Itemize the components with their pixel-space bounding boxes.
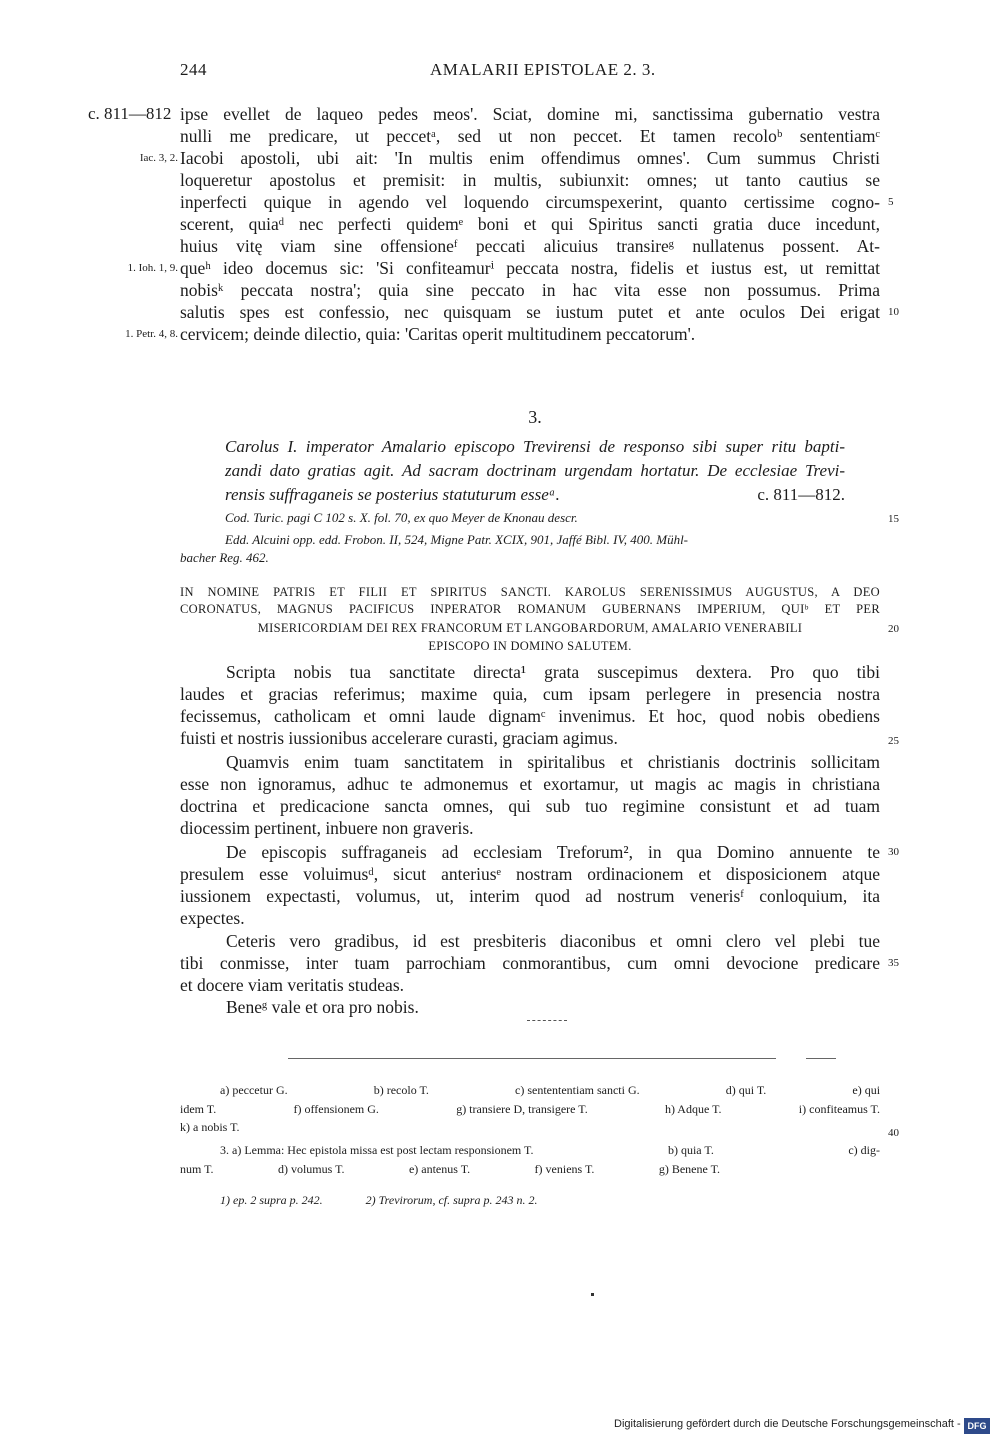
letter-line: Beneᵍ vale et ora pro nobis. (226, 997, 419, 1017)
text-line: Iacobi apostoli, ubi ait: 'In multis enim offendimus omnes'. Cum summus Christi (180, 148, 880, 168)
letter-line: tibi conmisse, inter tuam parrochiam conmorantibus, cum omni devocione predicare (180, 953, 880, 973)
letter-line: fecissemus, catholicam et omni laude dignamᶜ invenimus. Et hoc, quod nobis obediens (180, 706, 880, 726)
letter-line: expectes. (180, 908, 245, 928)
lemma-line: Carolus I. imperator Amalario episcopo Trevirensi de responso sibi super ritu bapti- (225, 437, 845, 456)
line-number: 5 (888, 196, 894, 208)
lemma-line: rensis suffraganeis se posterius statuturum esseᵃ. (225, 485, 560, 504)
line-number: 35 (888, 957, 899, 969)
text-line: scerent, quiaᵈ nec perfecti quidemᵉ boni et qui Spiritus sancti gratia duce incedunt, (180, 214, 880, 234)
letter-line: iussionem expectasti, volumus, ut, interim quod ad nostrum venerisᶠ conloquium, ita (180, 886, 880, 906)
footnote-line: 1) ep. 2 supra p. 242. 2) Trevirorum, cf. supra p. 243 n. 2. (220, 1193, 538, 1207)
footnote-line: 3. a) Lemma: Hec epistola missa est post lectam responsionem T. b) quia T. c) dig- (220, 1143, 880, 1157)
text-line: huius vitę viam sine offensioneᶠ peccati alicuius transireᵍ nullatenus possent. At- (180, 236, 880, 256)
footnote-rule (288, 1058, 776, 1059)
letter-line: De episcopis suffraganeis ad ecclesiam Treforum², in qua Domino annuente te (226, 842, 880, 862)
section-number: 3. (528, 407, 542, 427)
line-number: 10 (888, 306, 899, 318)
letter-line: et docere viam veritatis studeas. (180, 975, 405, 995)
letter-line: esse non ignoramus, adhuc te admonemus et exortamur, ut magis ac magis in christiana (180, 774, 880, 794)
margin-ref-petr: 1. Petr. 4, 8. (125, 328, 178, 340)
margin-ref-iac: Iac. 3, 2. (139, 152, 178, 164)
print-speck (591, 1293, 594, 1296)
text-line: cervicem; deinde dilectio, quia: 'Caritas operit multitudinem peccatorum'. (180, 324, 696, 344)
line-number: 30 (888, 846, 899, 858)
letter-line: presulem esse voluimusᵈ, sicut anteriusᵉ nostram ordinacionem et disposicionem atque (180, 864, 880, 884)
lemma-line: zandi dato gratias agit. Ad sacram doctrinam urgendam hortatur. De ecclesiae Trevi- (225, 461, 845, 480)
salutation-line: CORONATUS, MAGNUS PACIFICUS INPERATOR ROMANUM GUBERNANS IMPERIUM, QUIᵇ ET PER (180, 602, 880, 616)
page-number: 244 (180, 60, 207, 79)
letter-line: laudes et gracias referimus; maxime quia, cum ipsam perlegere in presencia nostra (180, 684, 880, 704)
text-line: inperfecti quique in agendo vel loquendo circumspexerint, quanto certissime cogno- (180, 192, 880, 212)
letter-line: fuisti et nostris iussionibus accelerare curasti, graciam agimus. (180, 728, 618, 748)
letter-line: Ceteris vero gradibus, id est presbiteris diaconibus et omni clero vel plebi tue (226, 931, 880, 951)
closing-ornament (527, 1020, 567, 1022)
line-number: 40 (888, 1127, 899, 1139)
source-line: Edd. Alcuini opp. edd. Frobon. II, 524, Migne Patr. XCIX, 901, Jaffé Bibl. IV, 400. Mühl- (225, 532, 689, 547)
letter-line: doctrina et predicacione sancta omnes, qui sub tuo regimine consistunt et ad tuam (180, 796, 880, 816)
line-number: 25 (888, 735, 899, 747)
text-line: salutis spes est confessio, nec quisquam se iustum putet et ante oculos Dei erigat (180, 302, 880, 322)
footnote-line: idem T. f) offensionem G. g) transiere D, transigere T. h) Adque T. i) confiteamus T. (180, 1102, 880, 1116)
running-header (180, 60, 880, 84)
footnote-rule-short (806, 1058, 836, 1059)
running-title: AMALARII EPISTOLAE 2. 3. (430, 60, 656, 79)
letter-line: Quamvis enim tuam sanctitatem in spiritalibus et christianis doctrinis sollicitam (226, 752, 880, 772)
footnote-line: a) peccetur G. b) recolo T. c) sentententiam sancti G. d) qui T. e) qui (220, 1083, 881, 1097)
text-line: loqueretur apostolus et premisit: in multis, subiunxit: omnes; ut tanto cautius se (180, 170, 880, 190)
line-number: 20 (888, 623, 899, 635)
footnote-line: k) a nobis T. (180, 1120, 240, 1134)
salutation-line: IN NOMINE PATRIS ET FILII ET SPIRITUS SANCTI. KAROLUS SERENISSIMUS AUGUSTUS, A DEO (180, 585, 880, 599)
footnote-line: num T. d) volumus T. e) antenus T. f) veniens T. g) Benene T. (180, 1162, 721, 1176)
line-number: 15 (888, 513, 899, 525)
source-line: Cod. Turic. pagi C 102 s. X. fol. 70, ex quo Meyer de Knonau descr. (225, 510, 578, 525)
letter-line: diocessim pertinent, inbuere non graveris. (180, 818, 474, 838)
salutation-line: MISERICORDIAM DEI REX FRANCORUM ET LANGOBARDORUM, AMALARIO VENERABILI (257, 621, 803, 635)
text-line: nobisᵏ peccata nostra'; quia sine peccato in hac vita esse non possumus. Prima (180, 280, 880, 300)
dfg-credit: Digitalisierung gefördert durch die Deutsche Forschungsgemeinschaft - (614, 1418, 961, 1430)
margin-ref-ioh: 1. Ioh. 1, 9. (127, 262, 178, 274)
dfg-logo: DFG (964, 1418, 990, 1434)
text-line: queʰ ideo docemus sic: 'Si confiteamurⁱ peccata nostra, fidelis et iustus est, ut remittat (180, 258, 880, 278)
margin-date: c. 811—812 (88, 104, 172, 123)
text-line: ipse evellet de laqueo pedes meos'. Sciat, domine mi, sanctissima gubernatio vestra (180, 104, 880, 124)
letter-line: Scripta nobis tua sanctitate directa¹ grata suscepimus dextera. Pro quo tibi (226, 662, 880, 682)
text-line: nulli me predicare, ut peccetᵃ, sed ut non peccet. Et tamen recoloᵇ sententiamᶜ (180, 126, 880, 146)
source-line: bacher Reg. 462. (180, 550, 269, 565)
lemma-date: c. 811—812. (757, 485, 845, 504)
salutation-line: EPISCOPO IN DOMINO SALUTEM. (428, 639, 632, 653)
